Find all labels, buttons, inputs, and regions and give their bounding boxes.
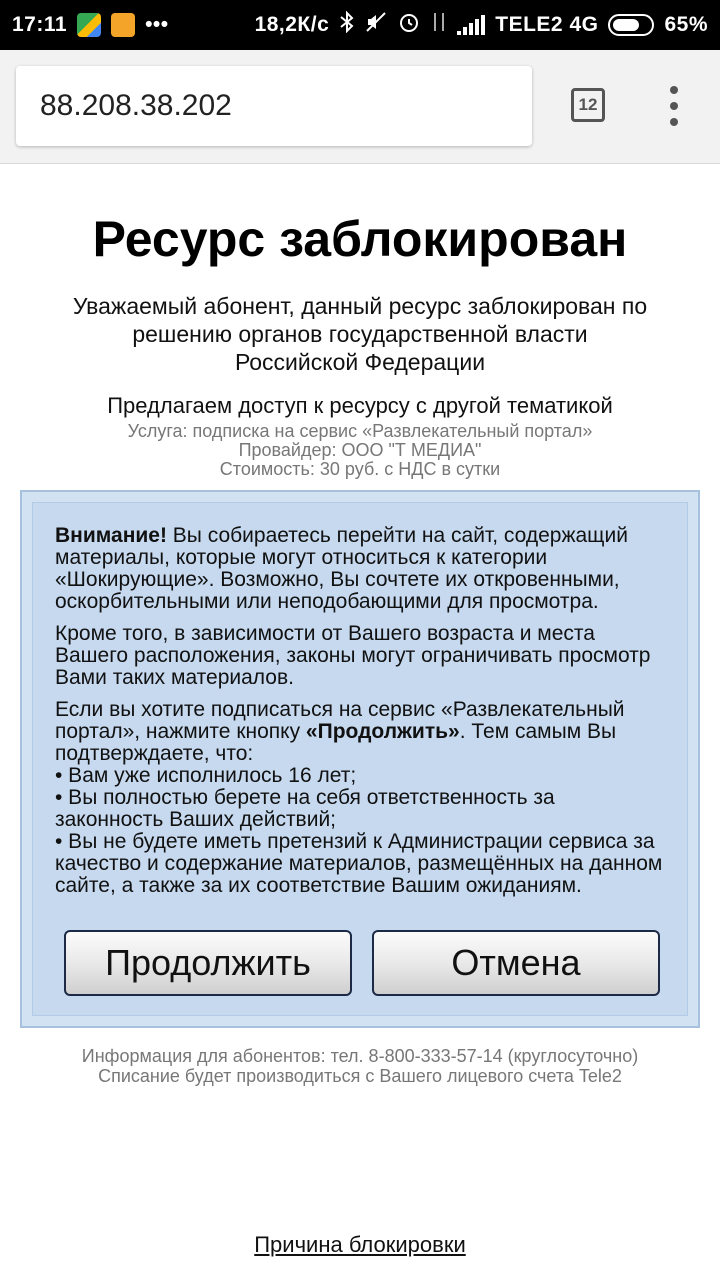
warning-paragraph-2: Кроме того, в зависимости от Вашего возраста и места Вашего расположения, законы могут ограничивать просмотр Вами таких материалов. <box>55 622 651 689</box>
carrier-label: TELE2 4G <box>495 13 599 36</box>
bluetooth-icon <box>339 11 355 39</box>
hotline-text: Информация для абонентов: тел. 8-800-333-57-14 (круглосуточно) <box>81 1046 639 1066</box>
action-buttons <box>64 930 660 996</box>
attention-label: Внимание! <box>55 524 167 547</box>
battery-icon <box>608 14 654 36</box>
cancel-button[interactable]: Отмена <box>372 930 660 996</box>
browser-menu-icon[interactable] <box>660 86 688 126</box>
network-speed: 18,2К/с <box>254 13 330 36</box>
url-text: 88.208.38.202 <box>40 89 232 122</box>
intro-line: Российской Федерации <box>234 349 486 375</box>
page-title: Ресурс заблокирован <box>92 211 628 267</box>
intro-line: решению органов государственной власти <box>132 321 588 347</box>
intro-line: Уважаемый абонент, данный ресурс заблокирован по <box>72 293 648 319</box>
provider-line: Провайдер: ООО "Т МЕДИА" <box>238 440 482 460</box>
condition-item: • Вы полностью берете на себя ответственность за законность Ваших действий; <box>55 786 555 831</box>
billing-text: Списание будет производиться с Вашего лицевого счета Tele2 <box>98 1066 622 1086</box>
status-bar <box>0 0 720 50</box>
mute-icon <box>365 11 387 39</box>
price-line: Стоимость: 30 руб. с НДС в сутки <box>219 459 501 479</box>
continue-button[interactable]: Продолжить <box>64 930 352 996</box>
warning-box <box>20 490 700 1028</box>
intro-text <box>40 292 680 376</box>
subscriber-info <box>0 1046 720 1086</box>
block-reason-link[interactable]: Причина блокировки <box>254 1232 466 1257</box>
clock: 17:11 <box>12 13 68 36</box>
offer-text: Предлагаем доступ к ресурсу с другой тематикой <box>107 393 613 418</box>
warning-paragraph-1: Внимание! Вы собираетесь перейти на сайт, содержащий материалы, которые могут относиться к категории «Шокирующие». Возможно, Вы сочтете их откровенными, оскорбительными или неподобающими для просмотра. <box>55 524 628 613</box>
maps-notification-icon <box>77 13 101 37</box>
condition-item: • Вам уже исполнилось 16 лет; <box>55 764 357 787</box>
more-notifications-icon: ••• <box>145 13 169 36</box>
battery-percent: 65% <box>664 13 708 36</box>
app-notification-icon <box>111 13 135 37</box>
service-line: Услуга: подписка на сервис «Развлекательный портал» <box>127 421 593 441</box>
signal-icon <box>457 15 485 35</box>
url-bar[interactable] <box>16 66 532 146</box>
warning-paragraph-3: Если вы хотите подписаться на сервис «Развлекательный портал», нажмите кнопку «Продолжить». Тем самым Вы подтверждаете, что: • Вам уже исполнилось 16 лет; • Вы полностью берете на себя ответственность за законность Ваших действий; • Вы не будете иметь претензий к Администрации сервиса за качество и содержание материалов, размещённых на данном сайте, а также за их соответствие Вашим ожиданиям. <box>55 699 665 897</box>
browser-toolbar <box>0 50 720 164</box>
data-transfer-icon <box>431 11 447 39</box>
tab-count: 12 <box>578 95 598 114</box>
tab-switcher-button[interactable] <box>571 88 605 122</box>
alarm-icon <box>397 10 421 40</box>
condition-item: • Вы не будете иметь претензий к Администрации сервиса за качество и содержание материалов, размещённых на данном сайте, а также за их соответствие Вашим ожиданиям. <box>55 830 663 897</box>
service-info <box>20 422 700 479</box>
